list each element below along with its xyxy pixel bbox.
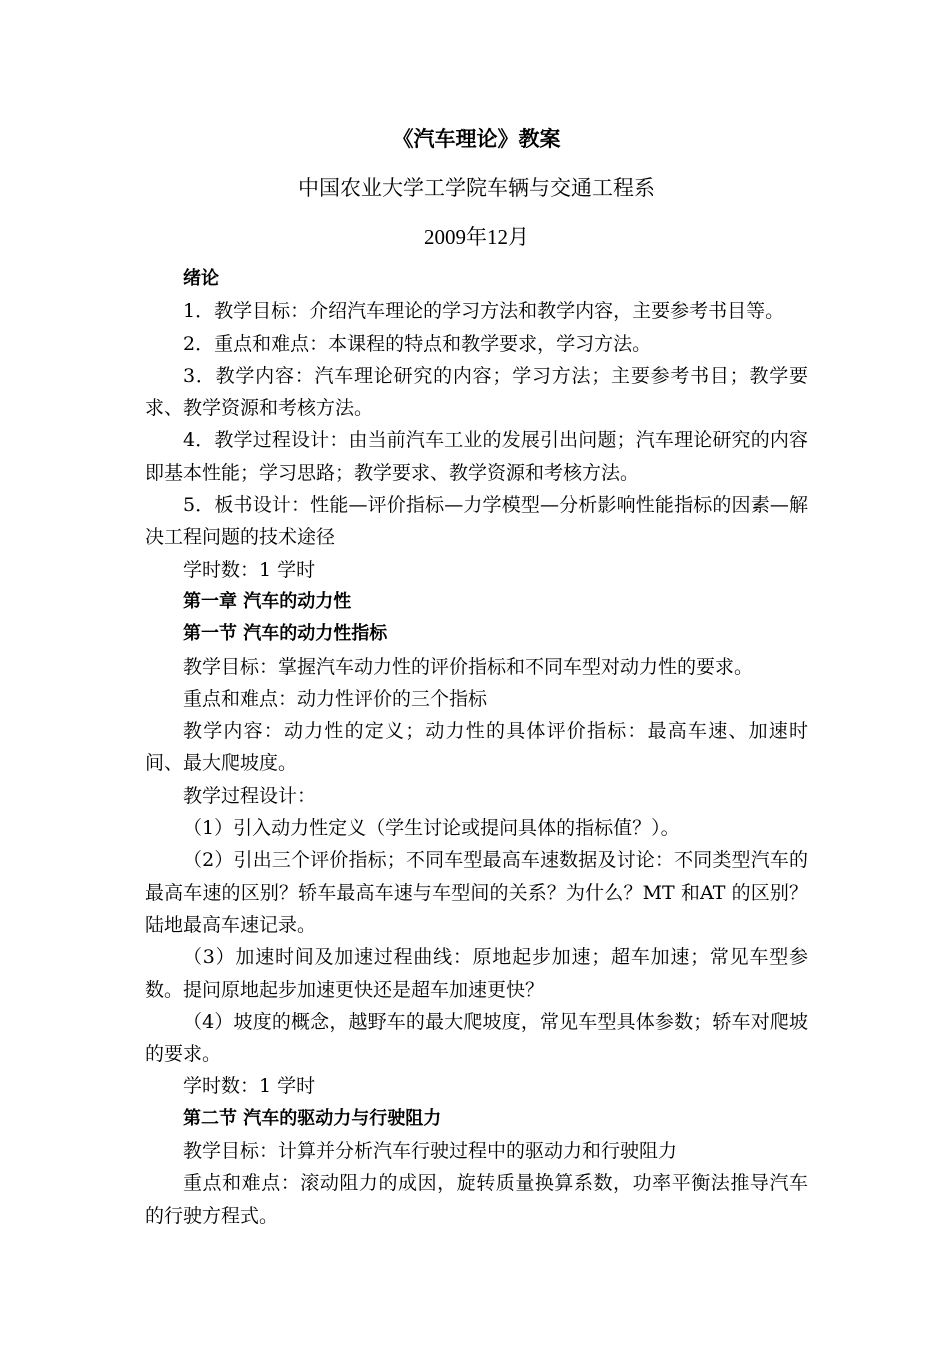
paragraph: （3）加速时间及加速过程曲线：原地起步加速；超车加速；常见车型参数。提问原地起步加速更快还是超车加速更快？: [145, 946, 808, 1001]
paragraph: 学时数：1 学时: [183, 558, 316, 581]
paragraph: 教学目标：掌握汽车动力性的评价指标和不同车型对动力性的要求。: [183, 655, 754, 678]
paragraph: 1．教学目标：介绍汽车理论的学习方法和教学内容，主要参考书目等。: [183, 300, 785, 323]
paragraph: （1）引入动力性定义（学生讨论或提问具体的指标值？）。: [183, 817, 680, 840]
paragraph: 5．板书设计：性能—评价指标—力学模型—分析影响性能指标的因素—解决工程问题的技术途径: [145, 494, 808, 549]
section-heading: 第一节 汽车的动力性指标: [183, 623, 388, 645]
paragraph: 3．教学内容：汽车理论研究的内容；学习方法；主要参考书目；教学要求、教学资源和考核方法。: [145, 364, 808, 420]
document-body: [145, 263, 808, 1232]
document-date: 2009年12月: [424, 225, 529, 249]
paragraph: （2）引出三个评价指标；不同车型最高车速数据及讨论：不同类型汽车的最高车速的区别？轿车最高车速与车型间的关系？为什么？MT 和AT 的区别？陆地最高车速记录。: [145, 849, 808, 936]
paragraph: 学时数：1 学时: [183, 1075, 316, 1098]
section-heading-intro: 绪论: [183, 268, 219, 289]
paragraph: 教学目标：计算并分析汽车行驶过程中的驱动力和行驶阻力: [183, 1140, 678, 1163]
paragraph: 2．重点和难点：本课程的特点和教学要求，学习方法。: [183, 332, 652, 355]
institution-name: 中国农业大学工学院车辆与交通工程系: [298, 176, 655, 200]
chapter-heading: 第一章 汽车的动力性: [183, 590, 352, 612]
paragraph: 教学内容：动力性的定义；动力性的具体评价指标：最高车速、加速时间、最大爬坡度。: [145, 720, 808, 775]
paragraph: 重点和难点：滚动阻力的成因，旋转质量换算系数，功率平衡法推导汽车的行驶方程式。: [145, 1172, 808, 1227]
paragraph: 教学过程设计：: [183, 784, 317, 807]
paragraph: 重点和难点：动力性评价的三个指标: [183, 687, 488, 710]
paragraph: 4．教学过程设计：由当前汽车工业的发展引出问题；汽车理论研究的内容即基本性能；学习思路；教学要求、教学资源和考核方法。: [145, 429, 808, 484]
paragraph: （4）坡度的概念，越野车的最大爬坡度，常见车型具体参数；轿车对爬坡的要求。: [145, 1010, 808, 1066]
section-heading: 第二节 汽车的驱动力与行驶阻力: [183, 1107, 442, 1129]
document-title: 《汽车理论》教案: [392, 127, 561, 151]
